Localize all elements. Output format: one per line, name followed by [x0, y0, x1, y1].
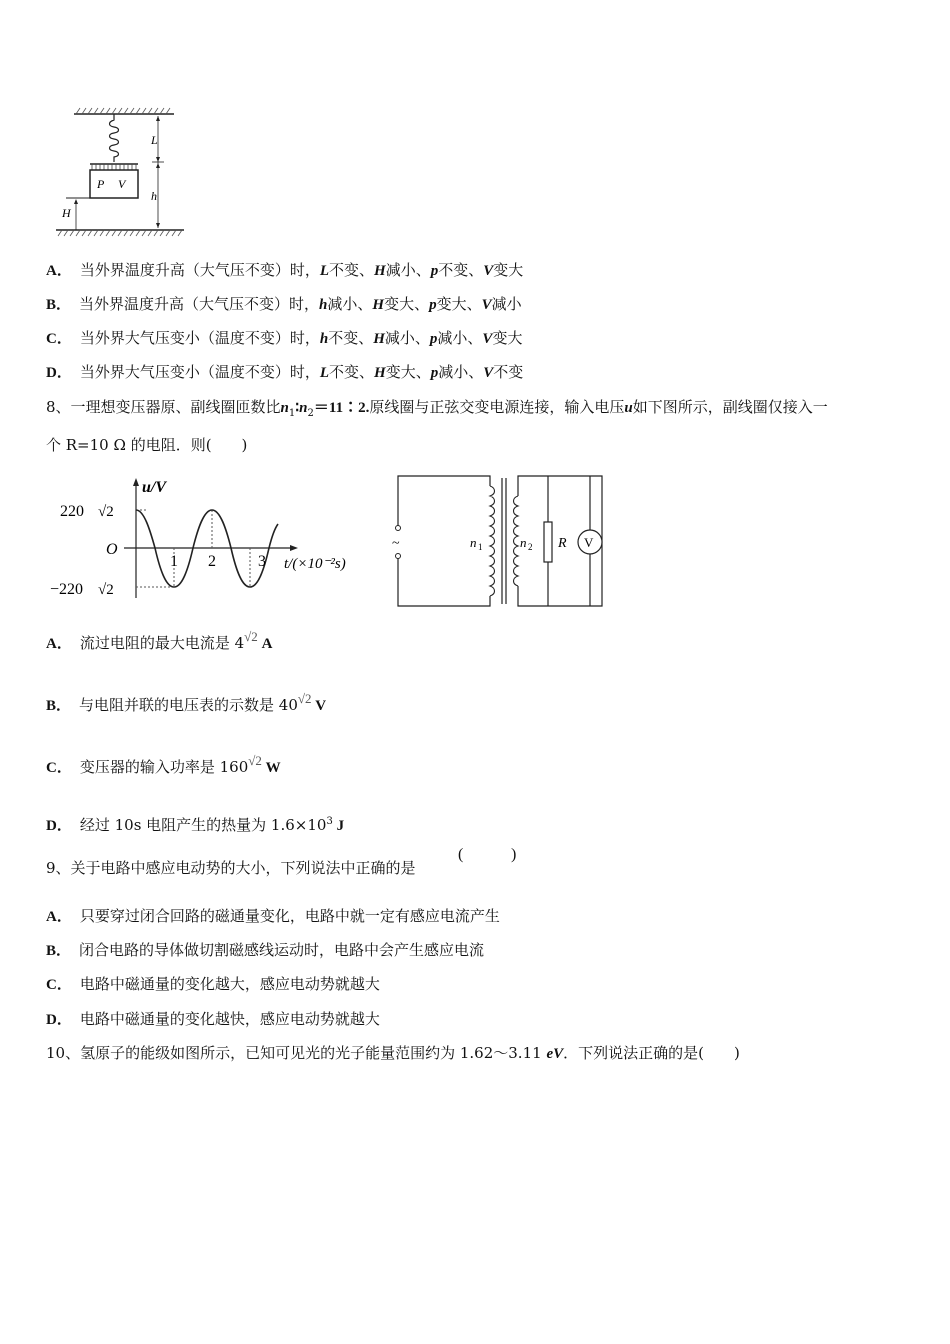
- option-text: 流过电阻的最大电流是 4: [79, 634, 245, 652]
- stem-text: 如下图所示，副线圈仅接入一: [632, 398, 828, 416]
- option-text: 减小、: [384, 329, 430, 347]
- label-L: L: [151, 133, 158, 147]
- tick-2: 2: [208, 553, 216, 570]
- option-text: 不变、: [329, 261, 375, 279]
- option-text: 当外界温度升高（大气压不变）时，: [79, 261, 320, 279]
- var: V: [483, 263, 494, 279]
- var: p: [430, 263, 439, 279]
- label-h: h: [151, 189, 157, 203]
- q9-option-c[interactable]: [46, 974, 380, 995]
- option-text: 电路中磁通量的变化越大，感应电动势就越大: [79, 975, 380, 993]
- var: p: [429, 297, 437, 313]
- q8-transformer-circuit: [390, 470, 610, 612]
- q7-option-c[interactable]: [46, 328, 522, 349]
- option-text: 变大、: [436, 295, 482, 313]
- q7-option-a[interactable]: [46, 260, 523, 281]
- option-label: A．: [46, 263, 72, 279]
- unit: J: [332, 818, 345, 834]
- q9-option-a[interactable]: [46, 906, 500, 927]
- secondary-coil: [514, 496, 519, 586]
- option-text: 变大、: [385, 363, 431, 381]
- var: p: [430, 365, 439, 381]
- option-text: 变大、: [384, 295, 430, 313]
- q8-option-d[interactable]: [46, 812, 344, 836]
- option-text: 当外界大气压变小（温度不变）时，: [79, 363, 320, 381]
- q8-voltage-graph: [46, 470, 376, 610]
- label-H: H: [62, 206, 71, 220]
- option-text: 不变: [493, 363, 524, 381]
- stem-text: 个 R=10 Ω 的电阻．则( ): [46, 436, 248, 454]
- n1-sub: 1: [478, 542, 483, 552]
- var-u: u: [624, 400, 633, 416]
- q7-option-d[interactable]: [46, 362, 523, 383]
- voltmeter-label: V: [584, 535, 594, 550]
- option-label: B．: [46, 698, 72, 714]
- stem-text: 8、一理想变压器原、副线圈匝数比: [46, 398, 281, 416]
- n2-label: n: [520, 535, 527, 550]
- var-n1: n: [280, 400, 289, 416]
- sub: 1: [288, 408, 296, 419]
- unit: A: [257, 636, 273, 652]
- ac-source-symbol: ~: [392, 536, 400, 551]
- r-label: R: [558, 536, 567, 551]
- option-text: 减小、: [327, 295, 373, 313]
- option-label: C．: [46, 760, 72, 776]
- q9-paren-close: ): [511, 846, 517, 863]
- option-label: D．: [46, 1012, 72, 1028]
- q7-option-b[interactable]: [46, 294, 522, 315]
- option-text: 变压器的输入功率是 160: [79, 758, 249, 776]
- stem-text: 9、关于电路中感应电动势的大小，下列说法中正确的是: [46, 859, 416, 877]
- stem-text: 原线圈与正弦交变电源连接，输入电压: [369, 398, 625, 416]
- q9-stem: [46, 858, 416, 878]
- q8-stem-line2: [46, 435, 247, 455]
- option-text: 与电阻并联的电压表的示数是 40: [79, 696, 298, 714]
- option-text: 不变、: [438, 261, 484, 279]
- option-text: 只要穿过闭合回路的磁通量变化，电路中就一定有感应电流产生: [79, 907, 500, 925]
- tick-3: 3: [258, 553, 266, 570]
- q8-option-a[interactable]: [46, 629, 273, 654]
- stem-text: ．下列说法正确的是( ): [563, 1044, 740, 1062]
- primary-coil: [490, 486, 495, 596]
- option-text: 减小、: [438, 363, 484, 381]
- colon: ∶: [295, 400, 300, 416]
- sqrt-symbol: √2: [248, 753, 262, 768]
- option-label: B．: [46, 297, 72, 313]
- option-text: 减小、: [385, 261, 431, 279]
- option-text: 当外界温度升高（大气压不变）时，: [79, 295, 320, 313]
- y-bottom-sqrt: √2: [98, 582, 114, 598]
- option-label: C．: [46, 331, 72, 347]
- q10-stem: [46, 1043, 740, 1064]
- unit-ev: eV: [546, 1046, 564, 1062]
- q9-paren-open: (: [458, 846, 464, 863]
- var: L: [319, 263, 330, 279]
- n2-sub: 2: [528, 542, 533, 552]
- y-bottom-label: −220: [50, 581, 84, 598]
- stem-text: 10、氢原子的能级如图所示，已知可见光的光子能量范围约为 1.62～3.11: [46, 1044, 547, 1062]
- var-n2: n: [299, 400, 308, 416]
- option-label: A．: [46, 909, 72, 925]
- option-text: 当外界大气压变小（温度不变）时，: [79, 329, 320, 347]
- q7-spring-cylinder-figure: [52, 106, 192, 242]
- tick-1: 1: [170, 553, 178, 570]
- ratio: ＝11∶2.: [313, 400, 370, 416]
- option-label: D．: [46, 365, 72, 381]
- n1-label: n: [470, 535, 477, 550]
- var: V: [482, 331, 493, 347]
- y-axis-label: u/V: [142, 479, 167, 496]
- q9-option-b[interactable]: [46, 940, 484, 961]
- option-label: D．: [46, 818, 72, 834]
- unit: W: [261, 760, 281, 776]
- var: H: [374, 263, 386, 279]
- origin-label: O: [106, 541, 118, 558]
- var: h: [319, 297, 328, 313]
- q8-option-c[interactable]: [46, 753, 281, 778]
- y-top-sqrt: √2: [98, 504, 114, 520]
- sqrt-symbol: √2: [297, 691, 312, 706]
- option-text: 减小: [491, 295, 522, 313]
- y-top-label: 220: [60, 503, 84, 520]
- var: p: [429, 331, 438, 347]
- option-label: C．: [46, 977, 72, 993]
- var: V: [483, 365, 494, 381]
- label-p: P: [97, 177, 105, 191]
- var: h: [319, 331, 329, 347]
- q8-option-b[interactable]: [46, 691, 327, 716]
- var: H: [372, 297, 385, 313]
- var: H: [373, 331, 385, 347]
- option-text: 减小、: [437, 329, 483, 347]
- sqrt-symbol: √2: [244, 629, 258, 644]
- label-v: V: [118, 177, 126, 191]
- option-text: 不变、: [328, 329, 374, 347]
- var: H: [374, 365, 386, 381]
- resistor-r: [544, 522, 552, 562]
- exponent: 3: [326, 816, 333, 827]
- q9-option-d[interactable]: [46, 1009, 380, 1030]
- option-text: 闭合电路的导体做切割磁感线运动时，电路中会产生感应电流: [79, 941, 485, 959]
- x-axis-label: t/(×10⁻²s): [284, 556, 346, 572]
- sub: 2: [307, 408, 314, 419]
- option-text: 不变、: [329, 363, 375, 381]
- option-text: 电路中磁通量的变化越快，感应电动势就越大: [79, 1010, 380, 1028]
- option-text: 变大: [492, 329, 523, 347]
- option-label: B．: [46, 943, 72, 959]
- unit: V: [311, 698, 327, 714]
- var: L: [319, 365, 330, 381]
- option-text: 经过 10s 电阻产生的热量为 1.6×10: [79, 816, 327, 834]
- option-text: 变大: [493, 261, 524, 279]
- q8-stem-line1: [46, 397, 828, 424]
- option-label: A．: [46, 636, 72, 652]
- var: V: [481, 297, 492, 313]
